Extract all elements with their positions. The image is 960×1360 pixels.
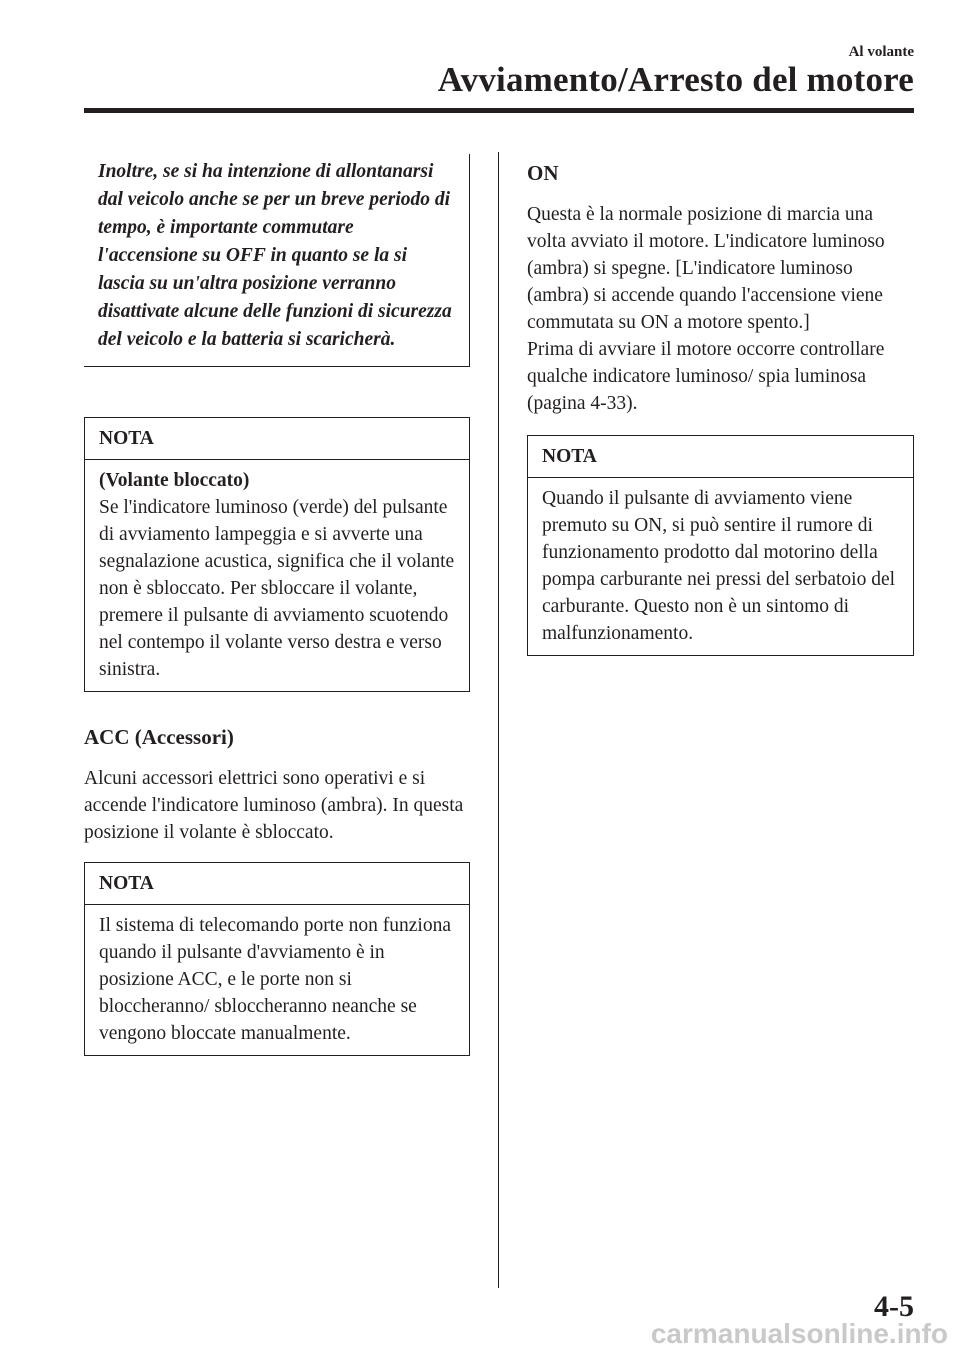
watermark: carmanualsonline.info (650, 1318, 948, 1349)
section-label: Al volante (848, 44, 914, 60)
note-body (85, 905, 469, 1055)
note-label: NOTA (85, 863, 469, 905)
note-body (528, 478, 913, 655)
note-text: Se l'indicatore luminoso (verde) del pulsante di avviamento lampeggia e si avverte una segnalazione acustica, significa che il volante non è sbloccato. Per sbloccare il volante, premere il pulsante di avviamento scuotendo nel contempo il volante verso destra e verso sinistra. (99, 497, 455, 680)
note-text: Il sistema di telecomando porte non funziona quando il pulsante d'avviamento è in posizione ACC, e le porte non si bloccheranno/ sbloccheranno neanche se vengono bloccate manualmente. (99, 915, 451, 1044)
warning-box-continued (84, 154, 470, 367)
column-divider (498, 152, 499, 1288)
on-paragraph-2: Prima di avviare il motore occorre controllare qualche indicatore luminoso/ spia luminosa (pagina 4-33). (527, 339, 885, 414)
warning-text: Inoltre, se si ha intenzione di allontanarsi dal veicolo anche se per un breve periodo di tempo, è importante commutare l'accensione su OFF in quanto se la si lascia su un'altra posizione verranno disattivate alcune delle funzioni di sicurezza del veicolo e la batteria si scaricherà. (98, 161, 452, 350)
note-label: NOTA (85, 418, 469, 460)
note-subtitle: (Volante bloccato) (99, 470, 250, 491)
note-box-acc (84, 862, 470, 1056)
chapter-title: Avviamento/Arresto del motore (437, 60, 914, 99)
note-box-steering-lock (84, 417, 470, 692)
note-box-on (527, 435, 914, 656)
left-column (84, 154, 470, 1056)
on-heading: ON (527, 161, 559, 185)
page-number: 4-5 (874, 1290, 914, 1323)
header-rule (84, 108, 914, 113)
note-body (85, 460, 469, 691)
note-label: NOTA (528, 436, 913, 478)
note-text: Quando il pulsante di avviamento viene premuto su ON, si può sentire il rumore di funzionamento prodotto dal motorino della pompa carburante nei pressi del serbatoio del carburante. Questo non è un sintomo di malfunzionamento. (542, 488, 896, 644)
right-column (527, 154, 914, 656)
on-paragraph: Questa è la normale posizione di marcia una volta avviato il motore. L'indicatore luminoso (ambra) si spegne. [L'indicatore luminoso (ambra) si accende quando l'accensione viene commutata su ON a motore spento.] (527, 204, 885, 333)
acc-heading: ACC (Accessori) (84, 725, 234, 749)
acc-paragraph: Alcuni accessori elettrici sono operativi e si accende l'indicatore luminoso (ambra). In questa posizione il volante è sbloccato. (84, 768, 464, 843)
